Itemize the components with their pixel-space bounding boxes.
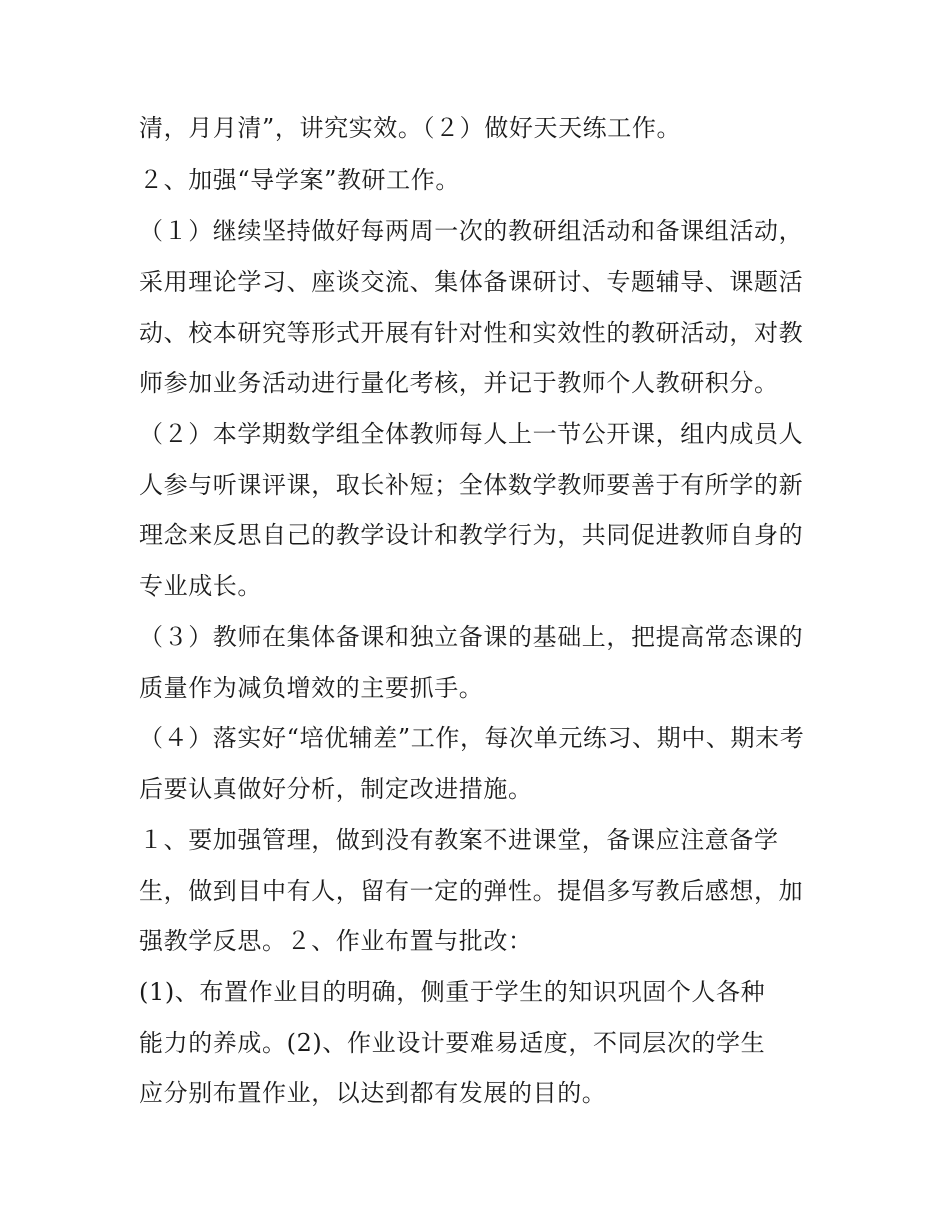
- text-line: (1)、布置作业目的明确，侧重于学生的知识巩固个人各种: [139, 978, 766, 1006]
- text-line: 应分别布置作业，以达到都有发展的目的。: [139, 1079, 607, 1107]
- section-heading: ２、加强“导学案”教研工作。: [139, 166, 460, 194]
- text-line: （２）本学期数学组全体教师每人上一节公开课，组内成员人: [139, 420, 804, 448]
- text-line: 能力的养成。(2)、作业设计要难易适度，不同层次的学生: [139, 1029, 766, 1057]
- text-line: 清，月月清”，讲究实效。（２）做好天天练工作。: [139, 114, 682, 142]
- text-line: （１）继续坚持做好每两周一次的教研组活动和备课组活动，: [139, 217, 804, 245]
- text-line: 理念来反思自己的教学设计和教学行为，共同促进教师自身的: [139, 521, 804, 549]
- text-line: 后要认真做好分析，制定改进措施。: [139, 775, 533, 803]
- text-line: 人参与听课评课，取长补短；全体数学教师要善于有所学的新: [139, 471, 804, 499]
- text-line: （３）教师在集体备课和独立备课的基础上，把提高常态课的: [139, 623, 804, 651]
- text-line: （４）落实好“培优辅差”工作，每次单元练习、期中、期末考: [139, 724, 805, 752]
- text-line: １、要加强管理，做到没有教案不进课堂，备课应注意备学: [139, 826, 779, 854]
- text-line: 师参加业务活动进行量化考核，并记于教师个人教研积分。: [139, 369, 779, 397]
- text-line: 生，做到目中有人，留有一定的弹性。提倡多写教后感想，加: [139, 877, 804, 905]
- text-line: 质量作为减负增效的主要抓手。: [139, 674, 484, 702]
- text-line: 专业成长。: [139, 572, 262, 600]
- text-line: 强教学反思。２、作业布置与批改：: [139, 927, 533, 955]
- text-line: 动、校本研究等形式开展有针对性和实效性的教研活动，对教: [139, 319, 804, 347]
- text-line: 采用理论学习、座谈交流、集体备课研讨、专题辅导、课题活: [139, 268, 804, 296]
